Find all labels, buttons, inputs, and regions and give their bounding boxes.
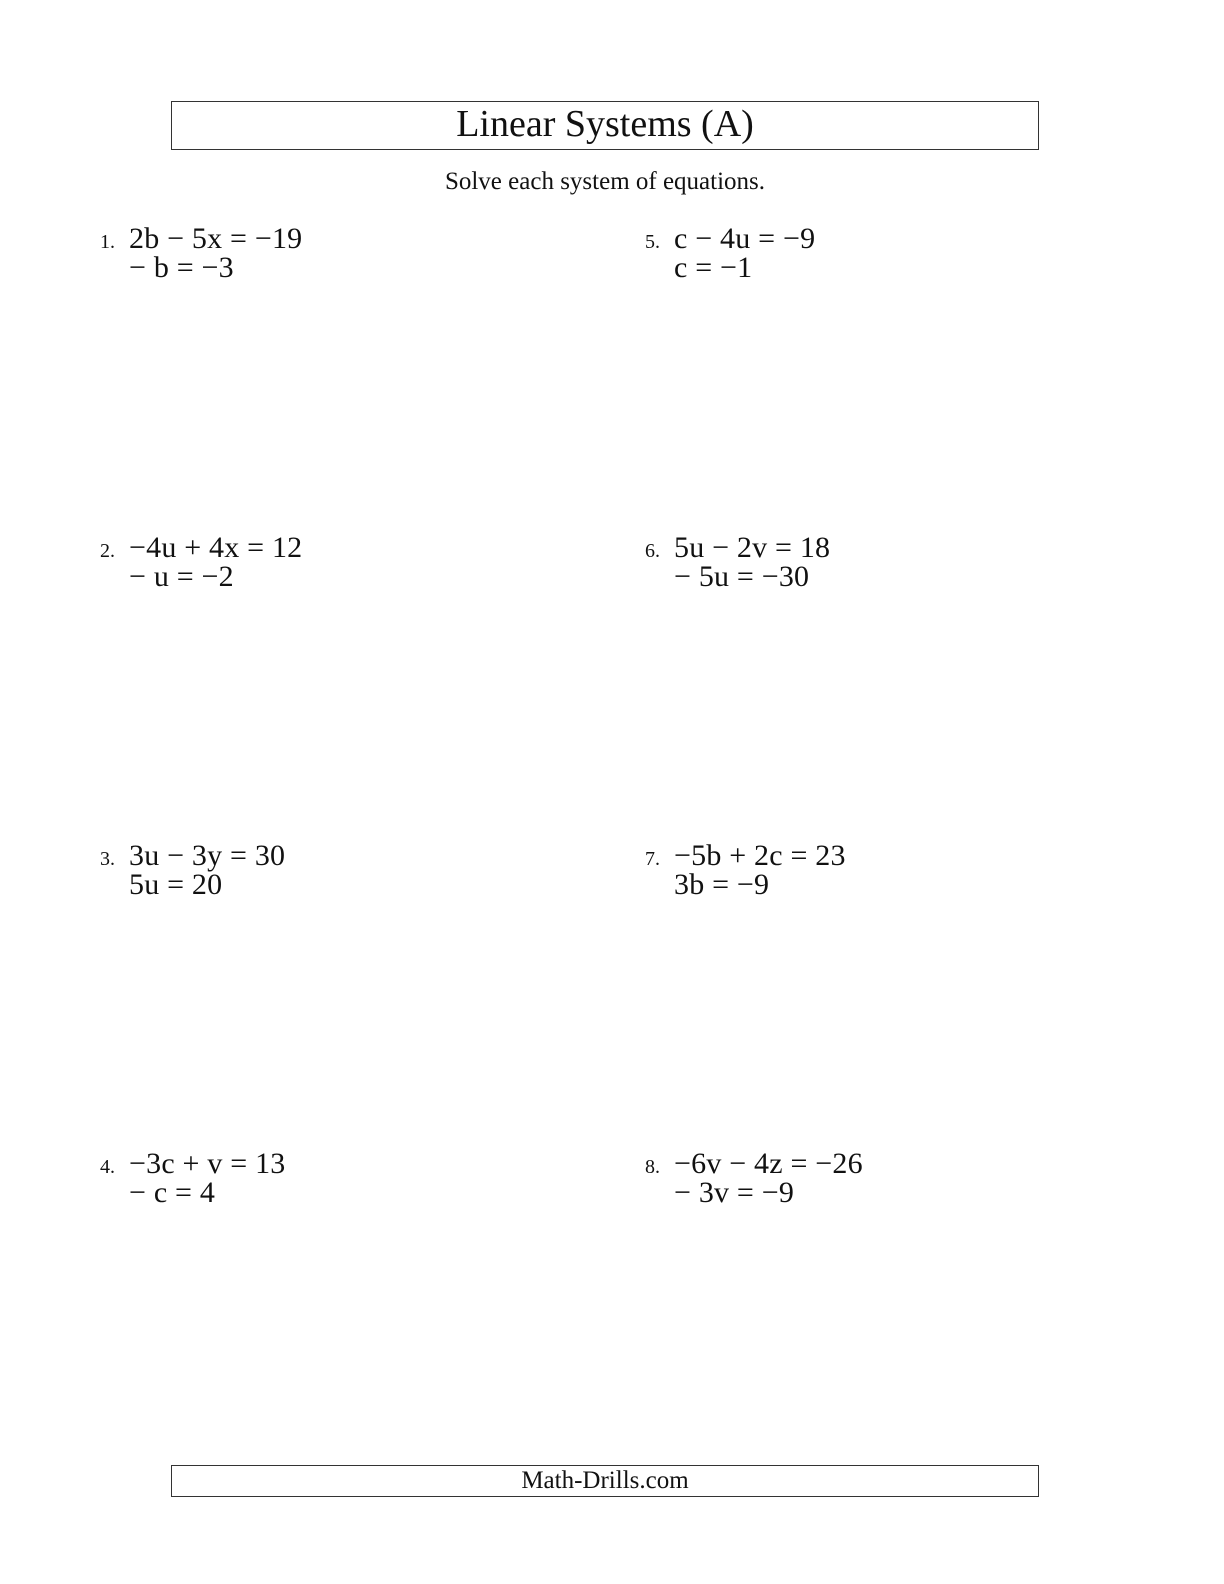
equation-2: 3b = −9	[674, 868, 770, 901]
worksheet-title: Linear Systems (A)	[171, 101, 1039, 150]
problem-number: 7.	[645, 848, 660, 870]
equation-1: c − 4u = −9	[674, 222, 816, 255]
problem-1	[100, 220, 580, 290]
problem-7	[645, 837, 1125, 907]
equation-1: −5b + 2c = 23	[674, 839, 846, 872]
problem-2	[100, 529, 580, 599]
equation-1: 5u − 2v = 18	[674, 531, 831, 564]
equation-2: − u = −2	[129, 560, 234, 593]
problem-5	[645, 220, 1125, 290]
problem-number: 6.	[645, 540, 660, 562]
equation-1: −4u + 4x = 12	[129, 531, 303, 564]
problem-number: 3.	[100, 848, 115, 870]
problem-number: 1.	[100, 231, 115, 253]
equation-2: − 5u = −30	[674, 560, 810, 593]
problem-number: 4.	[100, 1156, 115, 1178]
problem-number: 8.	[645, 1156, 660, 1178]
problem-number: 5.	[645, 231, 660, 253]
equation-1: 3u − 3y = 30	[129, 839, 286, 872]
problem-6	[645, 529, 1125, 599]
equation-1: −3c + v = 13	[129, 1147, 286, 1180]
equation-2: 5u = 20	[129, 868, 223, 901]
equation-2: c = −1	[674, 251, 753, 284]
equation-2: − b = −3	[129, 251, 234, 284]
equation-2: − c = 4	[129, 1176, 216, 1209]
equation-1: −6v − 4z = −26	[674, 1147, 863, 1180]
instructions: Solve each system of equations.	[444, 168, 766, 195]
footer-source: Math-Drills.com	[171, 1465, 1039, 1497]
problem-8	[645, 1145, 1125, 1215]
equation-2: − 3v = −9	[674, 1176, 795, 1209]
problem-number: 2.	[100, 540, 115, 562]
problem-4	[100, 1145, 580, 1215]
equation-1: 2b − 5x = −19	[129, 222, 303, 255]
problem-3	[100, 837, 580, 907]
